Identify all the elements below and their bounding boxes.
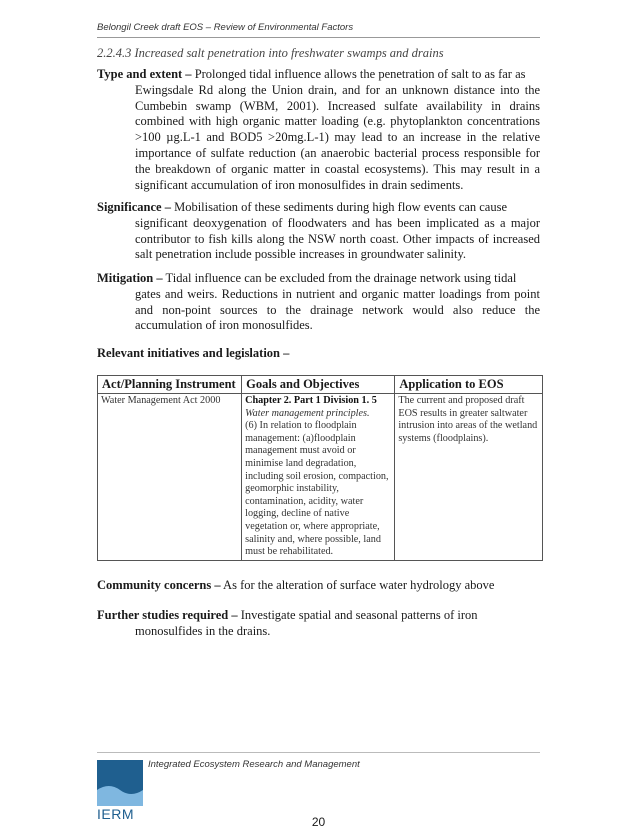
table-header: Application to EOS [395,376,543,394]
further-studies-first-line: Investigate spatial and seasonal patterns of iron [240,608,478,622]
goal-body: (6) In relation to floodplain management: (a)floodplain management must avoid or minimise land degradation, including soil erosion, compaction, geomorphic instability, contamination, acidity, water logging, decline of native vegetation or, where appropriate, salinity and, where possible, land must be rehabilitated. [245,420,389,558]
table-row [98,394,543,561]
type-extent-first-line: Prolonged tidal influence allows the penetration of salt to as far as [194,67,526,81]
table-header: Goals and Objectives [242,376,395,394]
logo-text: IERM [97,806,134,822]
legislation-table [97,375,543,561]
section-title: 2.2.4.3 Increased salt penetration into freshwater swamps and drains [97,46,444,60]
table-header: Act/Planning Instrument [98,376,242,394]
further-studies-paragraph [97,608,540,640]
document-header: Belongil Creek draft EOS – Review of Environmental Factors [97,22,354,33]
table-cell-goals [242,394,395,561]
further-studies-term: Further studies required – [97,608,238,622]
ierm-logo-icon [97,760,143,806]
mitigation-paragraph [97,271,540,334]
footer-divider [97,752,540,753]
header-divider [97,37,540,38]
mitigation-first-line: Tidal influence can be excluded from the drainage network using tidal [165,271,517,285]
significance-first-line: Mobilisation of these sediments during high flow events can cause [174,200,508,214]
page-number: 20 [311,815,326,829]
type-extent-paragraph [97,67,540,193]
community-term: Community concerns – [97,578,221,592]
table-header-row [98,376,543,394]
mitigation-term: Mitigation – [97,271,163,285]
significance-paragraph [97,200,540,263]
goal-principles: Water management principles. [245,407,370,419]
goal-heading: Chapter 2. Part 1 Division 1. 5 [245,395,377,406]
initiatives-heading: Relevant initiatives and legislation – [97,346,290,360]
footer-organisation: Integrated Ecosystem Research and Management [148,759,360,770]
type-extent-term: Type and extent – [97,67,192,81]
significance-body: significant deoxygenation of floodwaters and has been implicated as a major contributor to fish kills along the NSW north coast. Other impacts of increased salt penetration include possible increases in groundwater salinity. [135,215,540,262]
type-extent-body: Ewingsdale Rd along the Union drain, and for an unknown distance into the Cumbebin swamp (WBM, 2001). Increased sulfate availability in drains combined with high organic matter loading (e.g. phytoplankton concentrations >100 µg.L-1 and BOD5 >20mg.L-1) may lead to an increase in the relative importance of sulfate reduction (an anaerobic bacterial process responsible for the breakdown of organic matter in coastal ecosystems). This may result in a significant accumulation of iron monosulfides in drain sediments. [135,82,540,192]
table-cell-application: The current and proposed draft EOS results in greater saltwater intrusion into areas of the wetland systems (floodplains). [395,394,543,561]
mitigation-body: gates and weirs. Reductions in nutrient and organic matter loadings from point and non-point sources to the drainage network would also reduce the accumulation of iron monosulfides. [135,286,540,333]
community-paragraph [97,578,540,594]
further-studies-body: monosulfides in the drains. [135,623,271,638]
community-text: As for the alteration of surface water hydrology above [223,578,495,592]
table-cell-act: Water Management Act 2000 [98,394,242,561]
significance-term: Significance – [97,200,171,214]
